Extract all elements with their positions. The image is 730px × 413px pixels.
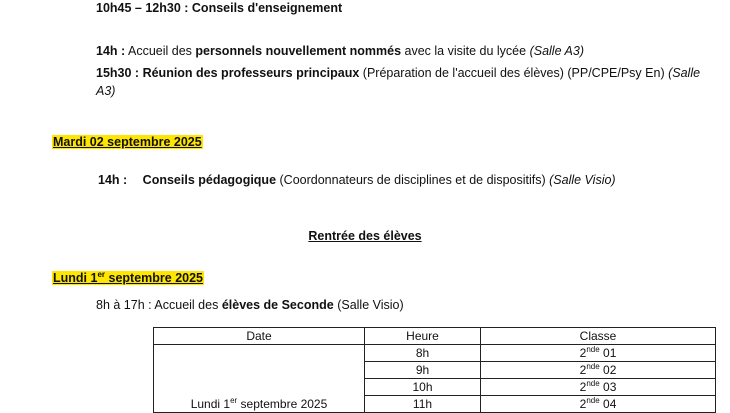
monday-pre: Accueil des bbox=[154, 298, 219, 312]
pp-desc: (Préparation de l'accueil des élèves) (PP/CPE/Psy En) bbox=[362, 66, 665, 80]
tuesday-desc: (Coordonnateurs de disciplines et de dispositifs) bbox=[279, 173, 546, 187]
heure-cell: 8h bbox=[365, 345, 481, 362]
welcome-bold: personnels nouvellement nommés bbox=[195, 44, 402, 58]
agenda-monday bbox=[96, 297, 404, 313]
header-date: Date bbox=[154, 328, 365, 345]
monday-time: 8h à 17h : bbox=[96, 298, 152, 312]
section-title-text: Rentrée des élèves bbox=[308, 229, 422, 243]
heure-cell: 11h bbox=[365, 396, 481, 413]
tuesday-title: Conseils pédagogique bbox=[142, 173, 277, 187]
agenda-tuesday bbox=[98, 172, 616, 188]
agenda-pp-meeting-cont bbox=[96, 83, 115, 99]
classe-cell: 2nde 01 bbox=[481, 345, 716, 362]
pp-room-a: (Salle bbox=[668, 66, 701, 80]
pp-room-b: A3) bbox=[96, 84, 116, 98]
welcome-post: avec la visite du lycée bbox=[404, 44, 527, 58]
header-heure: Heure bbox=[365, 328, 481, 345]
table-header-row bbox=[154, 328, 716, 345]
welcome-pre: Accueil des bbox=[127, 44, 192, 58]
heure-cell: 10h bbox=[365, 379, 481, 396]
heure-cell: 9h bbox=[365, 362, 481, 379]
table-row bbox=[154, 345, 716, 362]
monday-room: (Salle Visio) bbox=[337, 298, 404, 312]
agenda-pp-meeting bbox=[96, 65, 700, 81]
tuesday-heading-text: Mardi 02 septembre 2025 bbox=[53, 135, 202, 149]
monday-heading bbox=[52, 270, 204, 286]
pp-title: Réunion des professeurs principaux bbox=[142, 66, 360, 80]
top-title: Conseils d'enseignement bbox=[191, 1, 343, 15]
section-title bbox=[0, 228, 730, 244]
agenda-welcome bbox=[96, 43, 584, 59]
classe-cell: 2nde 04 bbox=[481, 396, 716, 413]
agenda-top-line bbox=[96, 0, 342, 16]
tuesday-time: 14h : bbox=[98, 173, 128, 187]
welcome-time: 14h : bbox=[96, 44, 126, 58]
classe-cell: 2nde 02 bbox=[481, 362, 716, 379]
date-cell: Lundi 1er septembre 2025 bbox=[154, 345, 365, 413]
monday-bold: élèves de Seconde bbox=[221, 298, 334, 312]
classe-cell: 2nde 03 bbox=[481, 379, 716, 396]
schedule-table bbox=[153, 327, 716, 413]
header-classe: Classe bbox=[481, 328, 716, 345]
monday-heading-text: Lundi 1er septembre 2025 bbox=[53, 270, 204, 285]
top-time: 10h45 – 12h30 : bbox=[96, 1, 189, 15]
pp-time: 15h30 : bbox=[96, 66, 140, 80]
welcome-room: (Salle A3) bbox=[529, 44, 584, 58]
tuesday-room: (Salle Visio) bbox=[549, 173, 616, 187]
tuesday-heading bbox=[52, 134, 203, 150]
